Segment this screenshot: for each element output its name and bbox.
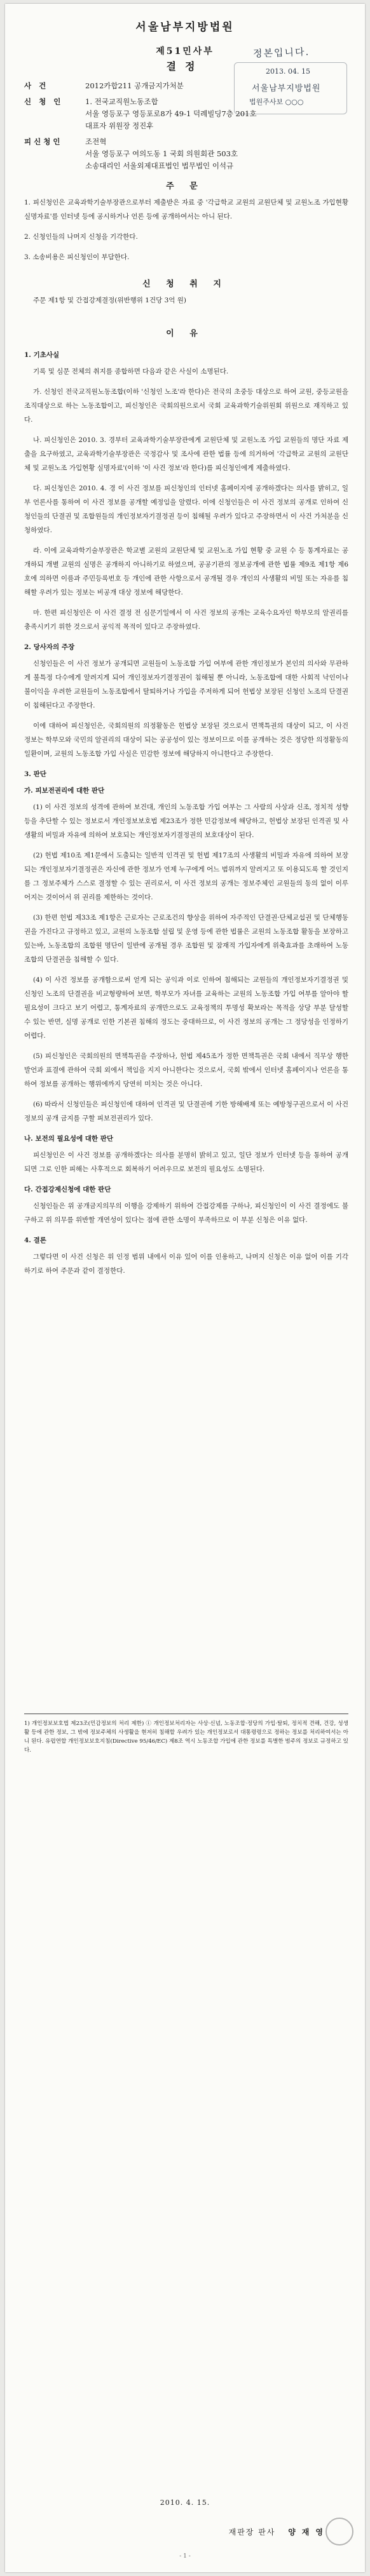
party-line: 조전혁 <box>85 137 107 146</box>
party-lines <box>85 96 342 132</box>
reason-paragraph: 신청인들은 위 공개금지의무의 이행을 강제하기 위하여 간접강제를 구하나, 피신청인이 이 사건 결정에도 불구하고 위 의무를 위반할 개연성이 있다는 점에 관한 소명이 부족하므로 이 부분 신청은 이유 없다. <box>24 1202 348 1224</box>
reason-paragraph: 이에 대하여 피신청인은, 국회의원의 의정활동은 헌법상 보장된 것으로서 면책특권의 대상이 되고, 이 사건 정보는 학부모와 국민의 알권리의 대상이 되는 공공성이 있는 정보이므로 이를 공개하는 것은 정당한 의정활동의 일환이며, 교원의 노동조합 가입 사실은 민감한 정보에 해당하지 아니한다고 주장한다. <box>24 722 348 758</box>
party-line: 1. 전국교직원노동조합 <box>85 97 158 106</box>
order-item: 3. 소송비용은 피신청인이 부담한다. <box>24 253 130 261</box>
order-block <box>24 196 348 271</box>
stamp-date: 2013. 04. 15 <box>266 67 310 76</box>
party-line: 2012카합211 공개금지가처분 <box>85 81 184 90</box>
party-line: 서울 영등포구 영등포로8가 49-1 덕례빌딩7층 201호 <box>85 109 257 118</box>
footnote: 1) 개인정보보호법 제23조(민감정보의 처리 제한) ① 개인정보처리자는 사상·신념, 노동조합·정당의 가입·탈퇴, 정치적 견해, 건강, 성생활 등에 관한 정보, 그 밖에 정보주체의 사생활을 현저히 침해할 우려가 있는 개인정보로서 대통령령으로 정하는 정보를 처리하여서는 아니 된다. 유럽연합 개인정보보호지침(Directive 95/46/EC) 제8조 역시 노동조합 가입에 관한 정보를 특별한 범주의 정보로 규정하고 있다. <box>24 1714 348 1755</box>
stamp-clerk: 법원주사보 ○○○ <box>249 98 304 106</box>
reason-heading: 3. 판단 <box>24 770 46 778</box>
reason-paragraph: 다. 피신청인은 2010. 4. 경 이 사건 정보를 피신청인의 인터넷 홈페이지에 공개하겠다는 의사를 밝히고, 일부 언론사를 통하여 이 사건 정보를 공개할 예정임을 알렸다. 이에 신청인들은 이 사건 정보의 공개로 인하여 신청인들의 단결권 및 조합원들의 개인정보자기결정권 등이 침해될 우려가 있다고 주장하면서 이 사건 가처분을 신청하였다. <box>24 485 348 534</box>
party-line: 소송대리인 서울외제대표법인 법무법인 이석규 <box>85 161 234 170</box>
order-item: 1. 피신청인은 교육과학기술부장관으로부터 제출받은 자료 중 '각급학교 교원의 교원단체 및 교원노조 가입현황 실명자료'를 인터넷 등에 공시하거나 언론 등에 공개하여서는 아니 된다. <box>24 199 348 220</box>
reason-subheading: 나. 보전의 필요성에 대한 판단 <box>24 1135 113 1143</box>
party-lines <box>85 80 342 92</box>
case-parties <box>24 80 342 176</box>
party-line: 서울 영등포구 여의도동 1 국회 의원회관 503호 <box>85 149 238 158</box>
reason-paragraph: 라. 이에 교육과학기술부장관은 학교별 교원의 교원단체 및 교원노조 가입 현황 중 교원 수 등 통계자료는 공개하되 개별 교원의 실명은 공개하지 아니하기로 하였으며, 공공기관의 정보공개에 관한 법률 제9조 제1항 제6호에 의하면 이름과 주민등록번호 등 개인에 관한 사항으로서 공개될 경우 개인의 사생활의 비밀 또는 자유를 침해할 우려가 있는 정보는 비공개 대상 정보에 해당한다. <box>24 547 348 596</box>
stamp-title: 정본입니다. <box>252 46 310 60</box>
order-heading: 주 문 <box>166 182 204 191</box>
order-item: 2. 신청인들의 나머지 신청을 기각한다. <box>24 233 138 241</box>
court-name: 서울남부지방법원 <box>135 21 235 34</box>
party-line: 대표자 위원장 정진후 <box>85 121 154 130</box>
reason-subheading: 다. 간접강제신청에 대한 판단 <box>24 1186 111 1193</box>
reason-subheading: 가. 피보전권리에 대한 판단 <box>24 787 105 795</box>
reason-paragraph: (3) 한편 헌법 제33조 제1항은 근로자는 근로조건의 향상을 위하여 자주적인 단결권·단체교섭권 및 단체행동권을 가진다고 규정하고 있고, 교원의 노동조합 설립 및 운영 등에 관한 법률은 교원의 노동조합 활동을 보장하고 있는바, 노동조합의 조합원 명단이 일반에 공개될 경우 조합원 및 잠재적 가입자에게 위축효과를 초래하여 노동조합의 단결권을 침해할 수 있다. <box>24 914 348 963</box>
judge-name: 양재영 <box>288 2528 329 2537</box>
reason-paragraph: (4) 이 사건 정보를 공개함으로써 얻게 되는 공익과 이로 인하여 침해되는 교원들의 개인정보자기결정권 및 신청인 노조의 단결권을 비교형량하여 보면, 학부모가 자녀를 교육하는 교원의 노동조합 가입 여부를 알아야 할 필요성이 크다고 보기 어렵고, 통계자료의 공개만으로도 교육정책의 투명성 확보라는 목적을 상당 부분 달성할 수 있는 반면, 실명 공개로 인한 기본권 침해의 정도는 중대하므로, 이 사건 정보의 공개는 그 정당성을 인정하기 어렵다. <box>24 976 348 1040</box>
reason-paragraph: 기록 및 심문 전체의 취지를 종합하면 다음과 같은 사실이 소명된다. <box>33 368 229 375</box>
reason-paragraph: 마. 한편 피신청인은 이 사건 결정 전 심문기일에서 이 사건 정보의 공개는 교육수요자인 학부모의 알권리를 충족시키기 위한 것으로서 공익적 목적이 있다고 주장하였다. <box>24 609 348 631</box>
reason-paragraph: 피신청인은 이 사건 정보를 공개하겠다는 의사를 분명히 밝히고 있고, 일단 정보가 인터넷 등을 통하여 공개되면 그로 인한 피해는 사후적으로 회복하기 어려우므로 보전의 필요성도 소명된다. <box>24 1151 348 1173</box>
party-label: 피신청인 <box>24 137 63 146</box>
reason-paragraph: 그렇다면 이 사건 신청은 위 인정 범위 내에서 이유 있어 이를 인용하고, 나머지 신청은 이유 없어 이를 기각하기로 하여 주문과 같이 결정한다. <box>24 1253 348 1275</box>
reason-paragraph: 신청인들은 이 사건 정보가 공개되면 교원들이 노동조합 가입 여부에 관한 개인정보가 본인의 의사와 무관하게 불특정 다수에게 알려지게 되어 개인정보자기결정권이 침해될 뿐 아니라, 노동조합에 대한 사회적 낙인이나 불이익을 우려한 교원들이 노동조합에서 탈퇴하거나 가입을 주저하게 되어 헌법상 보장된 신청인 노조의 단결권이 침해된다고 주장한다. <box>24 660 348 709</box>
document-type: 결정 <box>166 60 204 72</box>
reason-heading: 2. 당사자의 주장 <box>24 643 75 651</box>
purpose-heading: 신 청 취 지 <box>142 279 228 289</box>
division-name: 제51민사부 <box>156 46 214 57</box>
judge-title: 재판장 판사 <box>228 2528 276 2537</box>
reasons-block <box>24 343 348 1284</box>
judge-seal <box>325 2518 353 2546</box>
party-row <box>24 136 342 172</box>
reason-heading: 4. 결론 <box>24 1237 46 1244</box>
reason-paragraph: (6) 따라서 신청인들은 피신청인에 대하여 인격권 및 단결권에 기한 방해배제 또는 예방청구권으로서 이 사건 정보의 공개 금지를 구할 피보전권리가 있다. <box>24 1101 348 1122</box>
reason-paragraph: 가. 신청인 전국교직원노동조합(이하 '신청인 노조'라 한다)은 전국의 초중등 대상으로 하여 교원, 중등교원을 조직대상으로 하는 노동조합이고, 피신청인은 국회의원으로서 국회 교육과학기술위원회 위원으로 재직하고 있다. <box>24 388 348 424</box>
party-lines <box>85 136 342 172</box>
reason-paragraph: (2) 헌법 제10조 제1문에서 도출되는 일반적 인격권 및 헌법 제17조의 사생활의 비밀과 자유에 의하여 보장되는 개인정보자기결정권은 자신에 관한 정보가 언제 누구에게 어느 범위까지 알려지고 또 이용되도록 할 것인지를 그 정보주체가 스스로 결정할 수 있는 권리로서, 이 사건 정보의 공개는 정보주체인 교원들의 동의 없이 이루어지는 것이어서 위 권리를 제한하는 것이다. <box>24 852 348 901</box>
document-page <box>5 4 365 2572</box>
reason-paragraph: (5) 피신청인은 국회의원의 면책특권을 주장하나, 헌법 제45조가 정한 면책특권은 국회 내에서 직무상 행한 발언과 표결에 관하여 국회 외에서 책임을 지지 아니한다는 것으로서, 국회 밖에서 인터넷 홈페이지나 언론을 통하여 정보를 공개하는 행위에까지 당연히 미치는 것은 아니다. <box>24 1052 348 1088</box>
reason-heading: 1. 기초사실 <box>24 351 60 359</box>
decision-date: 2010. 4. 15. <box>160 2499 210 2507</box>
party-row <box>24 80 342 92</box>
page-number: - 1 - <box>179 2553 191 2559</box>
party-label: 신 청 인 <box>24 97 64 106</box>
stamp-court: 서울남부지방법원 <box>252 84 321 93</box>
reason-paragraph: (1) 이 사건 정보의 성격에 관하여 보건대, 개인의 노동조합 가입 여부는 그 사람의 사상과 신조, 정치적 성향 등을 추단할 수 있는 정보로서 개인정보보호법 제23조가 정한 민감정보에 해당하고, 헌법상 보장된 인격권 및 사생활의 비밀과 자유에 의하여 보호되는 개인정보자기결정권의 보호대상이 된다. <box>24 803 348 839</box>
reasons-heading: 이 유 <box>166 329 204 339</box>
party-label: 사 건 <box>24 81 49 90</box>
purpose-text: 주문 제1항 및 간접강제결정(위반행위 1건당 3억 원) <box>33 297 186 304</box>
reason-paragraph: 나. 피신청인은 2010. 3. 경부터 교육과학기술부장관에게 교원단체 및 교원노조 가입 교원들의 명단 자료 제출을 요구하였고, 교육과학기술부장관은 국정감사 및 조사에 관한 법률 등에 의거하여 '각급학교 교원의 교원단체 및 교원노조 가입현황 실명자료'(이하 '이 사건 정보'라 한다)를 피신청인에게 제출하였다. <box>24 436 348 472</box>
party-row <box>24 96 342 132</box>
judge-signature <box>229 2526 329 2537</box>
purpose-block <box>24 293 348 314</box>
